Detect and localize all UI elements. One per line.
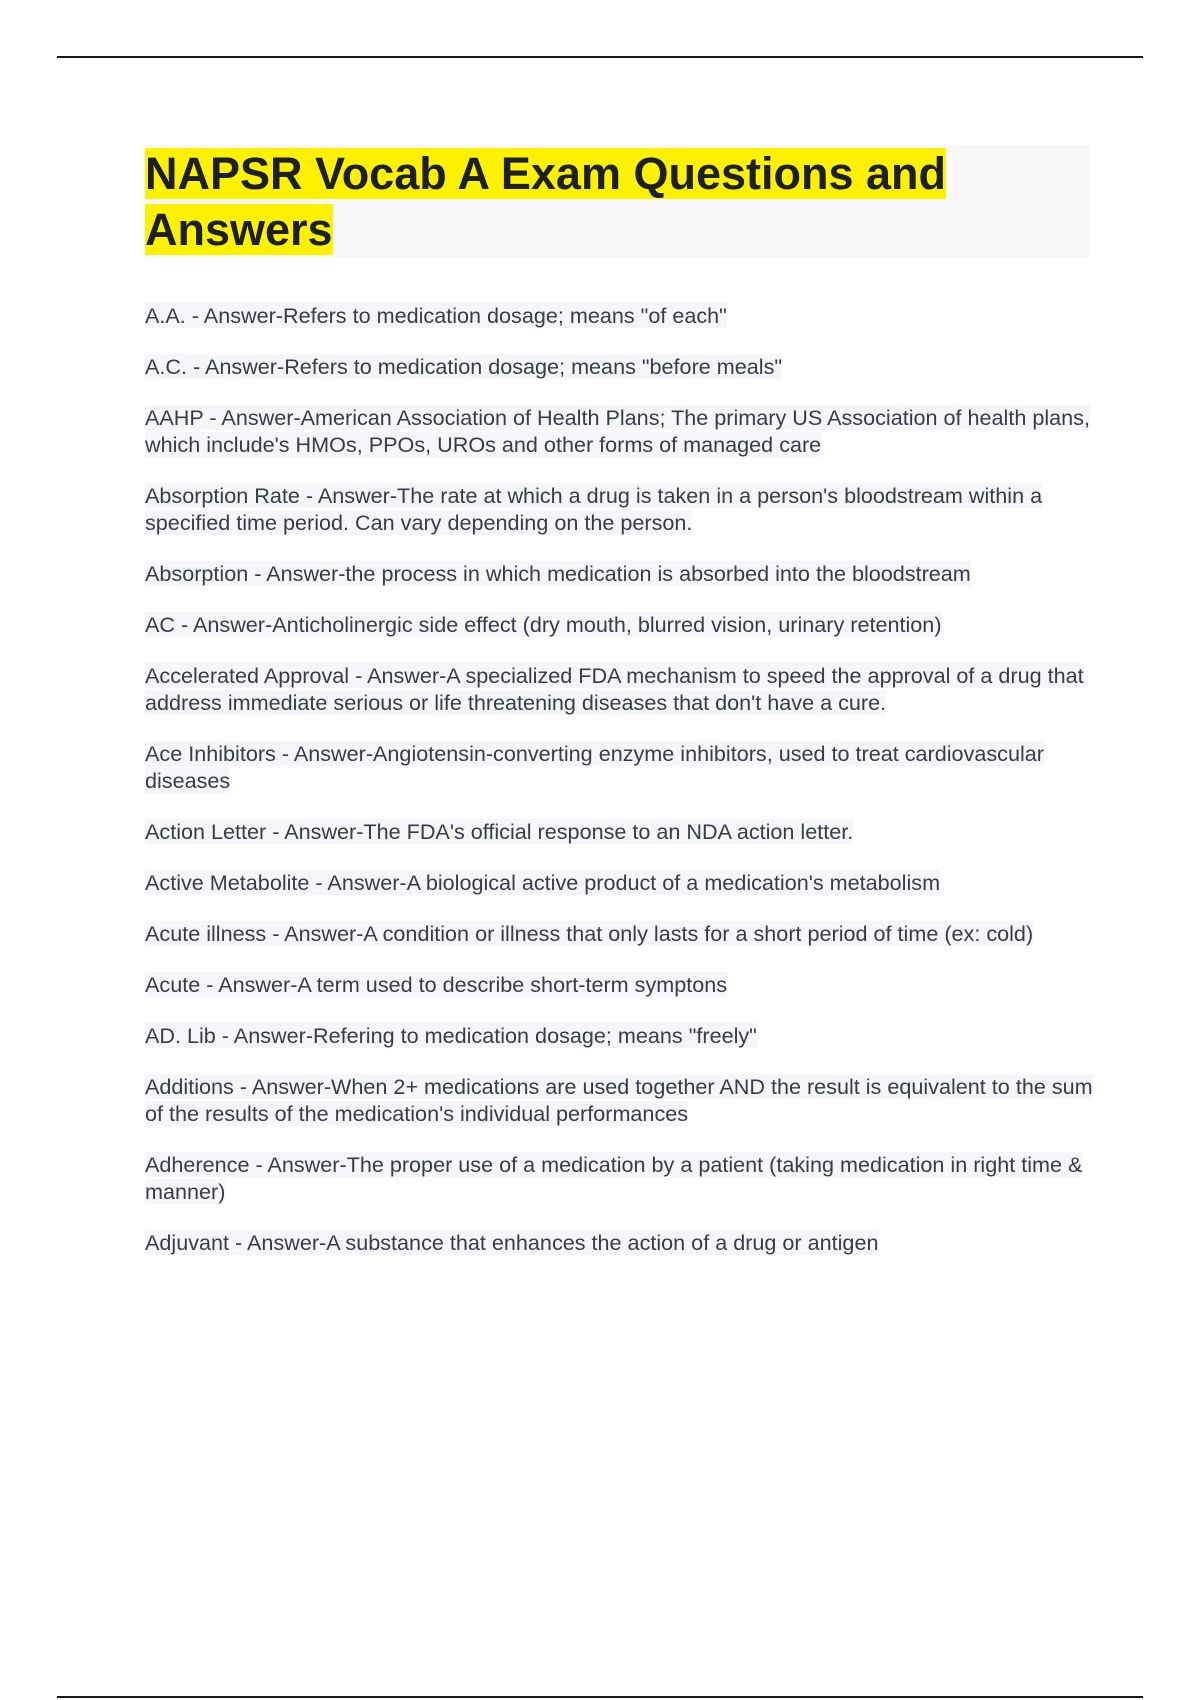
vocab-entry [145,611,1095,638]
vocab-entry [145,740,1095,794]
vocab-entry-text: Acute illness - Answer-A condition or illness that only lasts for a short period of time (ex: cold) [145,921,1034,946]
vocab-entry-text: Adherence - Answer-The proper use of a medication by a patient (taking medication in right time & manner) [145,1152,1083,1204]
vocab-entry-text: Adjuvant - Answer-A substance that enhances the action of a drug or antigen [145,1230,879,1255]
vocab-entry [145,1022,1095,1049]
vocab-list [145,302,1095,1280]
vocab-entry [145,1073,1095,1127]
vocab-entry [145,353,1095,380]
vocab-entry-text: AD. Lib - Answer-Refering to medication dosage; means "freely" [145,1023,757,1048]
vocab-entry [145,818,1095,845]
vocab-entry-text: Action Letter - Answer-The FDA's official response to an NDA action letter. [145,819,854,844]
header-rule [57,56,1143,58]
vocab-entry [145,404,1095,458]
document-title [145,146,1015,258]
vocab-entry [145,482,1095,536]
vocab-entry [145,971,1095,998]
vocab-entry-text: Additions - Answer-When 2+ medications are used together AND the result is equivalent to the sum of the results of the medication's individual performances [145,1074,1093,1126]
vocab-entry-text: Accelerated Approval - Answer-A specialized FDA mechanism to speed the approval of a drug that address immediate serious or life threatening diseases that don't have a cure. [145,663,1084,715]
vocab-entry-text: Absorption Rate - Answer-The rate at which a drug is taken in a person's bloodstream within a specified time period. Can vary depending on the person. [145,483,1043,535]
vocab-entry-text: Acute - Answer-A term used to describe short-term symptons [145,972,728,997]
vocab-entry [145,869,1095,896]
vocab-entry-text: A.C. - Answer-Refers to medication dosage; means "before meals" [145,354,783,379]
footer-rule [57,1696,1143,1698]
document-title-text: NAPSR Vocab A Exam Questions and Answers [145,148,947,255]
vocab-entry-text: Absorption - Answer-the process in which medication is absorbed into the bloodstream [145,561,971,586]
vocab-entry [145,302,1095,329]
vocab-entry-text: AC - Answer-Anticholinergic side effect (dry mouth, blurred vision, urinary retention) [145,612,942,637]
vocab-entry-text: AAHP - Answer-American Association of Health Plans; The primary US Association of health plans, which include's HMOs, PPOs, UROs and other forms of managed care [145,405,1090,457]
vocab-entry [145,1151,1095,1205]
vocab-entry-text: A.A. - Answer-Refers to medication dosage; means "of each" [145,303,727,328]
vocab-entry-text: Ace Inhibitors - Answer-Angiotensin-converting enzyme inhibitors, used to treat cardiovascular diseases [145,741,1044,793]
vocab-entry [145,920,1095,947]
vocab-entry [145,560,1095,587]
vocab-entry [145,1229,1095,1256]
vocab-entry-text: Active Metabolite - Answer-A biological active product of a medication's metabolism [145,870,941,895]
vocab-entry [145,662,1095,716]
